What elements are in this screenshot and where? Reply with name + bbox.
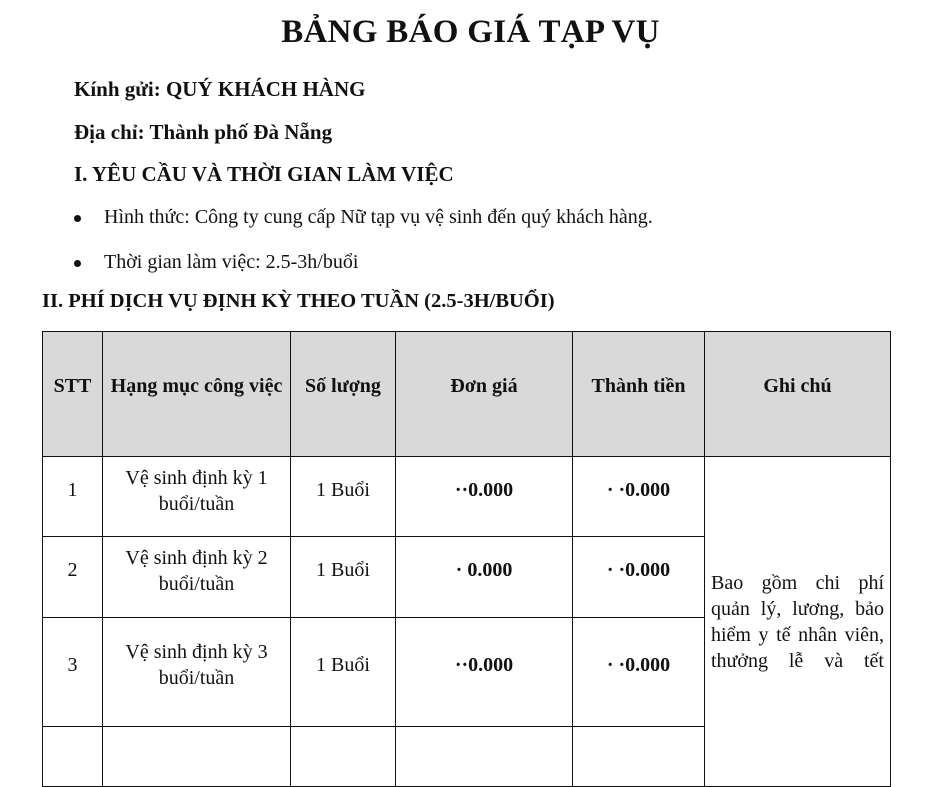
cell-item: Vệ sinh định kỳ 1 buổi/tuần [103, 457, 291, 537]
cell-unit-price [396, 727, 573, 787]
cell-stt [43, 727, 103, 787]
cell-unit-price: · 0.000 [396, 537, 573, 618]
header-quantity: Số lượng [291, 332, 396, 457]
table-row [43, 457, 891, 537]
cell-stt: 1 [43, 457, 103, 537]
recipient-line: Kính gửi: QUÝ KHÁCH HÀNG [74, 77, 366, 101]
price-table [42, 331, 891, 787]
header-unit-price: Đơn giá [396, 332, 573, 457]
section1-heading: I. YÊU CẦU VÀ THỜI GIAN LÀM VIỆC [74, 162, 454, 186]
cell-unit-price: ··0.000 [396, 457, 573, 537]
address-line: Địa chỉ: Thành phố Đà Nẵng [74, 120, 333, 144]
document-title: BẢNG BÁO GIÁ TẠP VỤ [281, 14, 660, 50]
cell-stt: 3 [43, 618, 103, 727]
header-note: Ghi chú [705, 332, 891, 457]
cell-unit-price: ··0.000 [396, 618, 573, 727]
cell-quantity: 1 Buổi [291, 457, 396, 537]
cell-item: Vệ sinh định kỳ 3 buổi/tuần [103, 618, 291, 727]
header-item: Hạng mục công việc [103, 332, 291, 457]
cell-item: Vệ sinh định kỳ 2 buổi/tuần [103, 537, 291, 618]
bullet-text: Hình thức: Công ty cung cấp Nữ tạp vụ vệ sinh đến quý khách hàng. [104, 206, 653, 228]
cell-total: · ·0.000 [573, 618, 705, 727]
cell-total: · ·0.000 [573, 457, 705, 537]
header-total: Thành tiền [573, 332, 705, 457]
cell-total [573, 727, 705, 787]
table-header-row [43, 332, 891, 457]
cell-note: Bao gồm chi phí quản lý, lương, bảo hiểm y tế nhân viên, thưởng lễ và tết [705, 457, 891, 787]
cell-stt: 2 [43, 537, 103, 618]
header-stt: STT [43, 332, 103, 457]
cell-total: · ·0.000 [573, 537, 705, 618]
section2-heading: II. PHÍ DỊCH VỤ ĐỊNH KỲ THEO TUẦN (2.5-3H/BUỔI) [42, 290, 555, 312]
bullet-dot-icon [74, 215, 81, 222]
bullet-dot-icon [74, 260, 81, 267]
bullet-text: Thời gian làm việc: 2.5-3h/buổi [104, 251, 359, 273]
cell-item [103, 727, 291, 787]
cell-quantity [291, 727, 396, 787]
cell-quantity: 1 Buổi [291, 618, 396, 727]
cell-quantity: 1 Buổi [291, 537, 396, 618]
